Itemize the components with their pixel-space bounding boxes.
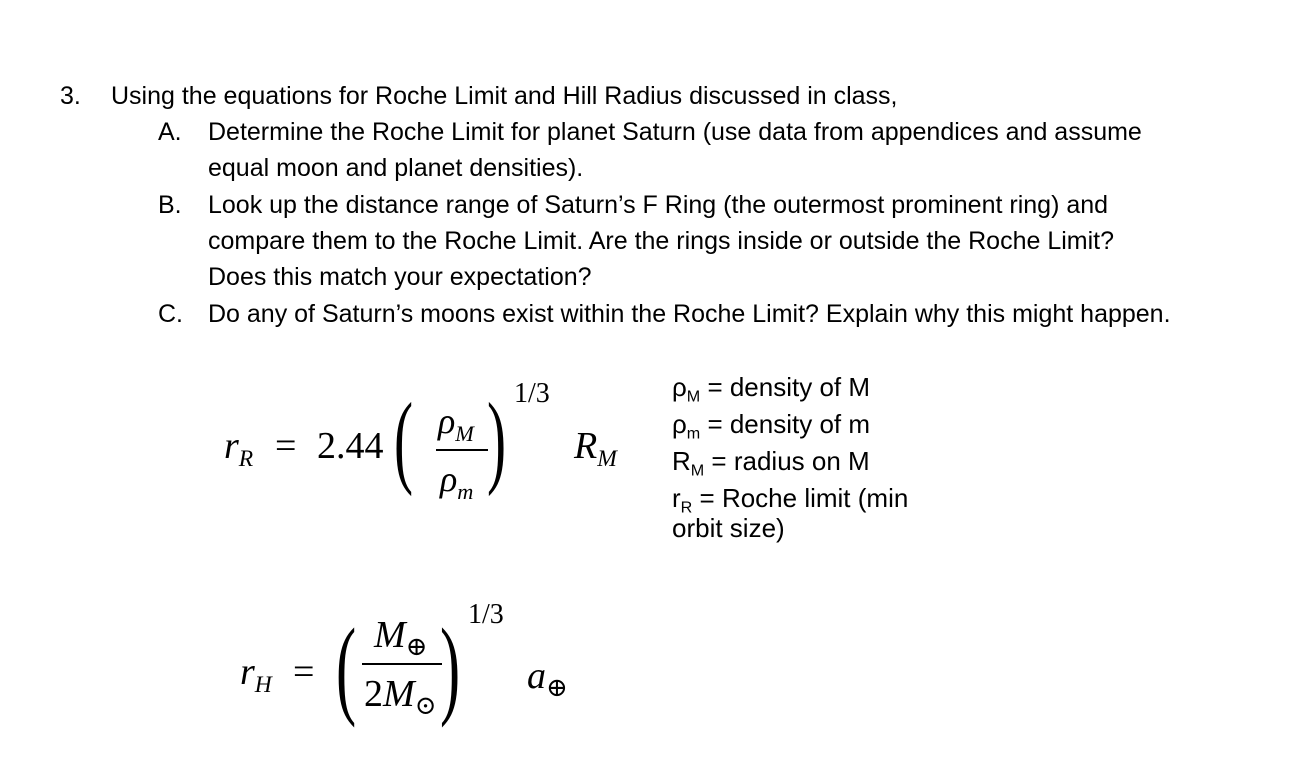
part-b-line-3: Does this match your expectation? [208, 263, 592, 291]
hill-exponent: 1/3 [468, 599, 504, 630]
part-a-line-2: equal moon and planet densities). [208, 154, 584, 182]
roche-numerator: $\rho_M$ [438, 401, 474, 446]
roche-denominator: $\rho_m$ [440, 459, 474, 504]
hill-right-paren: ) [440, 606, 461, 728]
roche-exponent: 1/3 [514, 378, 550, 409]
question-number: 3. [60, 82, 81, 110]
part-b-line-1: Look up the distance range of Saturn’s F Ring (the outermost prominent ring) and [208, 191, 1109, 219]
hill-numerator: $M_\oplus$ [374, 614, 428, 661]
roche-equals: = [275, 425, 297, 467]
roche-factor: $R_M$ [574, 425, 617, 473]
roche-right-paren: ) [487, 382, 507, 497]
legend-item-radius-M: $R_M$ = radius on M [672, 446, 870, 480]
part-c-line-1: Do any of Saturn’s moons exist within the Roche Limit? Explain why this might happen. [208, 300, 1171, 328]
legend-item-density-M: $\rho_M$ = density of M [672, 372, 871, 406]
hill-denominator: $2M_⊙$ [364, 673, 437, 720]
part-b-line-2: compare them to the Roche Limit. Are the rings inside or outside the Roche Limit? [208, 227, 1115, 255]
roche-coefficient: 2.44 [317, 425, 384, 467]
hill-equals: = [293, 651, 315, 693]
question-intro: Using the equations for Roche Limit and Hill Radius discussed in class, [111, 82, 898, 110]
legend-item-density-m: $\rho_m$ = density of m [672, 409, 871, 443]
roche-left-paren: ( [394, 382, 414, 497]
part-a-label: A. [158, 118, 182, 146]
part-b-label: B. [158, 191, 182, 219]
legend-item-roche-limit: $r_R$ = Roche limit (min [672, 483, 909, 517]
part-c-label: C. [158, 300, 183, 328]
hill-factor: $a_\oplus$ [527, 655, 568, 702]
part-a-line-1: Determine the Roche Limit for planet Saturn (use data from appendices and assume [208, 118, 1142, 146]
legend-item-roche-limit-cont: orbit size) [672, 513, 785, 543]
roche-fraction-bar [436, 449, 488, 451]
hill-left-paren: ( [336, 606, 357, 728]
roche-lhs: $r_R$ [224, 425, 254, 473]
hill-fraction-bar [362, 663, 442, 665]
hill-lhs: $r_H$ [240, 651, 272, 699]
